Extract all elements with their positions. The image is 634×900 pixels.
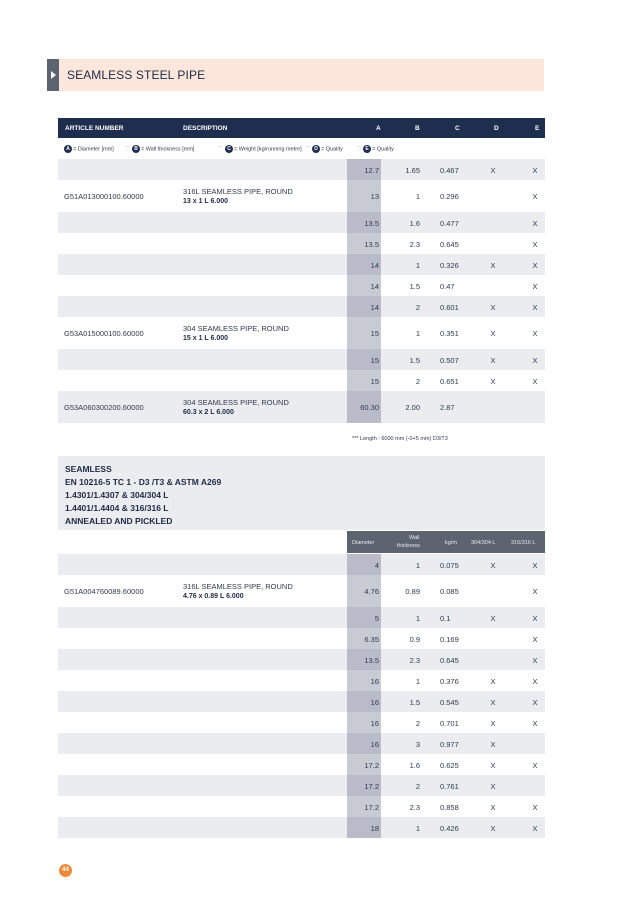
value-c: 0.085 (440, 587, 459, 596)
value-a: 14 (370, 302, 379, 312)
value-a: 17.2 (364, 781, 379, 791)
value-c: 0.701 (440, 718, 459, 728)
value-b: 2.3 (409, 802, 420, 812)
description: 304 SEAMLESS PIPE, ROUND (183, 398, 289, 407)
value-b: 1.5 (409, 281, 420, 291)
value-d: X (490, 329, 496, 338)
value-c: 0.858 (440, 802, 459, 812)
table-row (58, 575, 545, 607)
value-b: 1.6 (409, 218, 420, 228)
value-e: X (532, 613, 538, 623)
value-b: 2 (415, 302, 420, 312)
value-a: 15 (370, 329, 379, 338)
value-c: 0.426 (440, 823, 459, 833)
description-size: 15 x 1 L 6.000 (183, 335, 229, 342)
value-c: 0.977 (440, 739, 459, 749)
value-b: 1 (415, 823, 420, 833)
value-a: 60.30 (360, 403, 379, 412)
value-e: X (532, 587, 538, 596)
value-c: 0.47 (440, 281, 455, 291)
value-c: 0.1 (440, 613, 451, 623)
value-b: 1.5 (409, 355, 420, 365)
spec-line: 1.4401/1.4404 & 316/316 L (65, 503, 169, 513)
value-b: 2.3 (409, 239, 420, 249)
value-a: 12.7 (364, 165, 379, 175)
value-b: 2 (415, 718, 420, 728)
value-e: X (532, 718, 538, 728)
legend-separator: – (358, 144, 362, 150)
value-c: 0.507 (440, 355, 459, 365)
value-b: 1.5 (409, 697, 420, 707)
value-e: X (532, 697, 538, 707)
value-a: 16 (370, 697, 379, 707)
value-c: 0.545 (440, 697, 459, 707)
value-e: X (532, 634, 538, 644)
value-d: X (490, 697, 496, 707)
spec-line: 1.4301/1.4307 & 304/304 L (65, 490, 169, 500)
value-c: 0.351 (440, 329, 459, 338)
table-row (58, 775, 545, 796)
header-wall: Wall (409, 535, 420, 541)
value-e: X (532, 281, 538, 291)
value-b: 3 (415, 739, 420, 749)
table-row (58, 180, 545, 212)
value-b: 2 (415, 781, 420, 791)
value-b: 0.9 (409, 634, 420, 644)
value-a: 4.76 (364, 587, 379, 596)
value-e: X (532, 376, 538, 386)
value-a: 17.2 (364, 802, 379, 812)
table-row (58, 317, 545, 349)
value-d: X (490, 376, 496, 386)
value-e: X (532, 560, 538, 570)
value-e: X (532, 165, 538, 175)
value-a: 13.5 (364, 655, 379, 665)
table-row (58, 159, 545, 180)
spec-line: ANNEALED AND PICKLED (65, 516, 173, 526)
section-banner (47, 59, 544, 91)
table-row (58, 254, 545, 275)
legend-a (64, 145, 114, 153)
value-a: 14 (370, 260, 379, 270)
legend-a-badge: A (64, 145, 72, 153)
value-e: X (532, 239, 538, 249)
legend-e-text: = Quality (372, 146, 394, 153)
table2-header (347, 531, 545, 553)
legend-c (225, 145, 302, 153)
legend-separator: – (307, 144, 311, 150)
value-e: X (532, 802, 538, 812)
table-row (58, 754, 545, 775)
value-c: 0.477 (440, 218, 459, 228)
value-e: X (532, 192, 538, 201)
value-e: X (532, 218, 538, 228)
value-c: 0.169 (440, 634, 459, 644)
seamless-spec-block (58, 456, 545, 530)
header-b: B (415, 125, 420, 132)
legend-b-text: = Wall thickness [mm] (141, 146, 195, 153)
table-row (58, 733, 545, 754)
legend-e (363, 145, 394, 153)
page-number: 44 (59, 864, 72, 877)
value-b: 1.65 (405, 165, 420, 175)
value-b: 0.89 (405, 587, 420, 596)
value-d: X (490, 676, 496, 686)
table-row (58, 554, 545, 575)
value-e: X (532, 355, 538, 365)
value-c: 0.651 (440, 376, 459, 386)
spec-line: SEAMLESS (65, 464, 112, 474)
table-row (58, 817, 545, 838)
table-row (58, 796, 545, 817)
header-thickness: thickness (397, 543, 420, 549)
page-title: SEAMLESS STEEL PIPE (67, 68, 206, 82)
description: 316L SEAMLESS PIPE, ROUND (183, 582, 293, 591)
spec-line: EN 10216-5 TC 1 - D3 /T3 & ASTM A269 (65, 477, 222, 487)
value-d: X (490, 613, 496, 623)
value-c: 0.645 (440, 655, 459, 665)
value-e: X (532, 655, 538, 665)
value-a: 6.35 (364, 634, 379, 644)
legend-d (312, 145, 343, 153)
header-quality-316: 316/316 L (511, 540, 536, 546)
value-a: 16 (370, 676, 379, 686)
value-e: X (532, 760, 538, 770)
value-e: X (532, 302, 538, 312)
value-a: 13 (370, 192, 379, 201)
table-row (58, 275, 545, 296)
value-d: X (490, 781, 496, 791)
value-d: X (490, 718, 496, 728)
legend-b (132, 145, 194, 153)
article-number: G53A060300200.60000 (64, 403, 144, 412)
description-size: 60.3 x 2 L 6.000 (183, 409, 234, 416)
table-row (58, 349, 545, 370)
value-b: 2.3 (409, 655, 420, 665)
value-d: X (490, 739, 496, 749)
value-a: 18 (370, 823, 379, 833)
value-a: 15 (370, 355, 379, 365)
value-b: 1.6 (409, 760, 420, 770)
table-header (58, 118, 545, 138)
value-a: 5 (374, 613, 379, 623)
table-row (58, 233, 545, 254)
value-c: 0.075 (440, 560, 459, 570)
value-b: 2.00 (405, 403, 420, 412)
legend-c-badge: C (225, 145, 233, 153)
value-e: X (532, 329, 538, 338)
header-c: C (455, 125, 460, 132)
table-row (58, 628, 545, 649)
legend-separator: – (219, 144, 223, 150)
header-kgm: kg/m (445, 540, 457, 546)
value-a: 15 (370, 376, 379, 386)
value-b: 2 (415, 376, 420, 386)
value-e: X (532, 676, 538, 686)
value-c: 0.296 (440, 192, 459, 201)
description-size: 4.76 x 0.89 L 6.000 (183, 593, 244, 600)
value-a: 17.2 (364, 760, 379, 770)
header-e: E (535, 125, 540, 132)
description-size: 13 x 1 L 6.000 (183, 198, 229, 205)
header-d: D (494, 125, 499, 132)
value-d: X (490, 355, 496, 365)
value-d: X (490, 260, 496, 270)
value-a: 16 (370, 718, 379, 728)
legend-separator: – (126, 144, 130, 150)
legend-e-badge: E (363, 145, 371, 153)
value-d: X (490, 823, 496, 833)
article-number: G53A015000100.60000 (64, 329, 144, 338)
value-c: 0.376 (440, 676, 459, 686)
description: 316L SEAMLESS PIPE, ROUND (183, 187, 293, 196)
value-e: X (532, 823, 538, 833)
table-row (58, 670, 545, 691)
table-row (58, 712, 545, 733)
value-d: X (490, 802, 496, 812)
legend-b-badge: B (132, 145, 140, 153)
value-b: 1 (415, 613, 420, 623)
value-c: 0.601 (440, 302, 459, 312)
table-row (58, 691, 545, 712)
value-b: 1 (415, 192, 420, 201)
length-footnote: *** Length : 6000 mm (-0+5 mm) D3/T3 (352, 436, 448, 442)
value-c: 0.625 (440, 760, 459, 770)
value-c: 0.326 (440, 260, 459, 270)
value-c: 0.645 (440, 239, 459, 249)
value-a: 14 (370, 281, 379, 291)
value-b: 1 (415, 260, 420, 270)
header-quality-304: 304/304 L (471, 540, 496, 546)
legend-c-text: = Weight [kg/running metre] (234, 146, 302, 153)
value-d: X (490, 165, 496, 175)
table-row (58, 649, 545, 670)
table-row (58, 607, 545, 628)
banner-arrow-icon (47, 59, 59, 91)
table-row (58, 370, 545, 391)
article-number: G51A013000100.60000 (64, 192, 144, 201)
header-diameter: Diameter (352, 540, 375, 546)
value-c: 2.87 (440, 403, 455, 412)
header-a: A (376, 125, 381, 132)
value-a: 13.5 (364, 218, 379, 228)
description: 304 SEAMLESS PIPE, ROUND (183, 324, 289, 333)
value-d: X (490, 302, 496, 312)
value-a: 13.5 (364, 239, 379, 249)
value-d: X (490, 560, 496, 570)
legend-d-badge: D (312, 145, 320, 153)
value-b: 1 (415, 329, 420, 338)
value-a: 4 (374, 560, 379, 570)
header-article: ARTICLE NUMBER (65, 125, 124, 132)
table-row (58, 296, 545, 317)
header-description: DESCRIPTION (183, 125, 228, 132)
column-legend (58, 140, 545, 157)
value-b: 1 (415, 560, 420, 570)
value-d: X (490, 760, 496, 770)
value-c: 0.761 (440, 781, 459, 791)
value-c: 0.467 (440, 165, 459, 175)
article-number: G51A004760089.60000 (64, 587, 144, 596)
table-row (58, 212, 545, 233)
value-b: 1 (415, 676, 420, 686)
value-a: 16 (370, 739, 379, 749)
value-e: X (532, 260, 538, 270)
legend-a-text: = Diameter [mm] (73, 146, 114, 153)
table-row (58, 391, 545, 423)
legend-d-text: = Quality (321, 146, 343, 153)
